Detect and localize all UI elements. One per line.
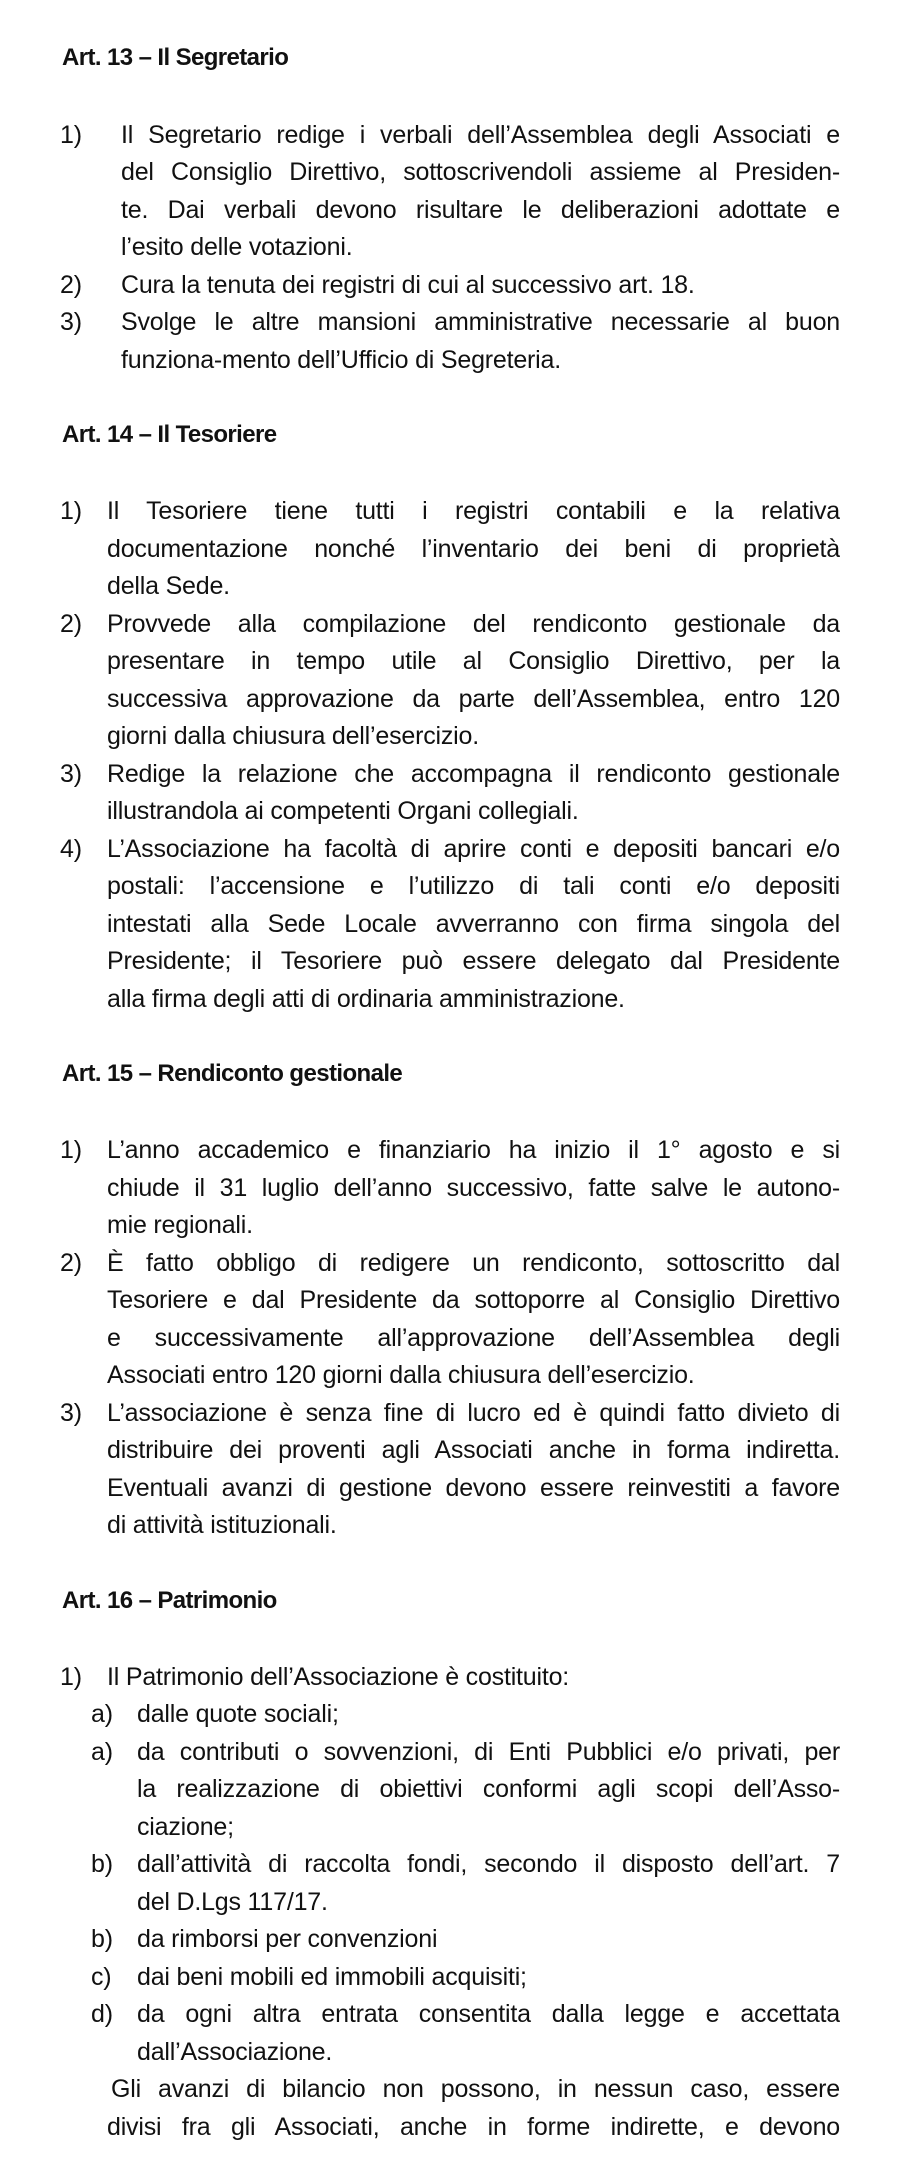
list-item-line: chiude il 31 luglio dell’anno successivo, fatte salve le autono-: [107, 1174, 840, 1202]
list-item-line: di attività istituzionali.: [107, 1511, 337, 1539]
list-marker: 4): [60, 835, 82, 863]
list-marker: 3): [60, 1399, 82, 1427]
list-item-line: Il Patrimonio dell’Associazione è costituito:: [107, 1663, 570, 1691]
list-item-line: mie regionali.: [107, 1211, 253, 1239]
closing-paragraph-line: Gli avanzi di bilancio non possono, in nessun caso, essere: [111, 2075, 840, 2103]
sublist-item-line: dall’Associazione.: [137, 2038, 333, 2066]
list-item-line: e successivamente all’approvazione dell’Assemblea degli: [107, 1324, 840, 1352]
list-item-line: funziona-mento dell’Ufficio di Segreteria.: [121, 346, 561, 374]
list-item-line: Redige la relazione che accompagna il rendiconto gestionale: [107, 760, 840, 788]
list-item-line: illustrandola ai competenti Organi collegiali.: [107, 797, 579, 825]
list-marker: 2): [60, 610, 82, 638]
list-item-line: Presidente; il Tesoriere può essere delegato dal Presidente: [107, 947, 840, 975]
sublist-item-line: dall’attività di raccolta fondi, secondo il disposto dell’art. 7: [137, 1850, 840, 1878]
list-item-line: Il Segretario redige i verbali dell’Assemblea degli Associati e: [121, 121, 840, 149]
article-title: Art. 14 – Il Tesoriere: [62, 421, 277, 448]
sublist-marker: c): [91, 1963, 112, 1991]
list-item-line: giorni dalla chiusura dell’esercizio.: [107, 722, 479, 750]
list-marker: 3): [60, 308, 82, 336]
list-item-line: Associati entro 120 giorni dalla chiusura dell’esercizio.: [107, 1361, 695, 1389]
sublist-item-line: da contributi o sovvenzioni, di Enti Pubblici e/o privati, per: [137, 1738, 840, 1766]
list-marker: 1): [60, 497, 82, 525]
list-item-line: Provvede alla compilazione del rendiconto gestionale da: [107, 610, 840, 638]
list-item-line: te. Dai verbali devono risultare le deliberazioni adottate e: [121, 196, 840, 224]
list-marker: 1): [60, 1663, 82, 1691]
list-item-line: l’esito delle votazioni.: [121, 233, 353, 261]
list-item-line: È fatto obbligo di redigere un rendiconto, sottoscritto dal: [107, 1249, 840, 1277]
sublist-item-line: dai beni mobili ed immobili acquisiti;: [137, 1963, 527, 1991]
sublist-marker: d): [91, 2000, 113, 2028]
sublist-item-line: ciazione;: [137, 1813, 234, 1841]
sublist-item-line: la realizzazione di obiettivi conformi agli scopi dell’Asso-: [137, 1775, 840, 1803]
sublist-item-line: dalle quote sociali;: [137, 1700, 339, 1728]
sublist-item-line: da ogni altra entrata consentita dalla legge e accettata: [137, 2000, 840, 2028]
list-item-line: Svolge le altre mansioni amministrative necessarie al buon: [121, 308, 840, 336]
article-title: Art. 16 – Patrimonio: [62, 1587, 277, 1614]
list-marker: 1): [60, 121, 82, 149]
list-item-line: Tesoriere e dal Presidente da sottoporre al Consiglio Direttivo: [107, 1286, 840, 1314]
sublist-marker: a): [91, 1738, 113, 1766]
list-item-line: del Consiglio Direttivo, sottoscrivendoli assieme al Presiden-: [121, 158, 840, 186]
list-item-line: Eventuali avanzi di gestione devono essere reinvestiti a favore: [107, 1474, 840, 1502]
list-item-line: postali: l’accensione e l’utilizzo di tali conti e/o depositi: [107, 872, 840, 900]
article-title: Art. 15 – Rendiconto gestionale: [62, 1060, 403, 1087]
list-item-line: della Sede.: [107, 572, 230, 600]
list-item-line: L’anno accademico e finanziario ha inizio il 1° agosto e si: [107, 1136, 840, 1164]
list-item-line: Cura la tenuta dei registri di cui al successivo art. 18.: [121, 271, 695, 299]
list-item-line: intestati alla Sede Locale avverranno con firma singola del: [107, 910, 840, 938]
list-item-line: distribuire dei proventi agli Associati anche in forma indiretta.: [107, 1436, 840, 1464]
list-item-line: L’Associazione ha facoltà di aprire conti e depositi bancari e/o: [107, 835, 840, 863]
list-item-line: Il Tesoriere tiene tutti i registri contabili e la relativa: [107, 497, 840, 525]
list-item-line: alla firma degli atti di ordinaria amministrazione.: [107, 985, 625, 1013]
list-marker: 2): [60, 1249, 82, 1277]
list-marker: 3): [60, 760, 82, 788]
list-marker: 1): [60, 1136, 82, 1164]
list-item-line: successiva approvazione da parte dell’Assemblea, entro 120: [107, 685, 840, 713]
closing-paragraph-line: divisi fra gli Associati, anche in forme indirette, e devono: [107, 2113, 840, 2141]
list-item-line: documentazione nonché l’inventario dei beni di proprietà: [107, 535, 840, 563]
sublist-item-line: del D.Lgs 117/17.: [137, 1888, 328, 1916]
list-item-line: presentare in tempo utile al Consiglio Direttivo, per la: [107, 647, 840, 675]
sublist-marker: a): [91, 1700, 113, 1728]
sublist-item-line: da rimborsi per convenzioni: [137, 1925, 438, 1953]
list-item-line: L’associazione è senza fine di lucro ed è quindi fatto divieto di: [107, 1399, 840, 1427]
list-marker: 2): [60, 271, 82, 299]
sublist-marker: b): [91, 1925, 113, 1953]
sublist-marker: b): [91, 1850, 113, 1878]
article-title: Art. 13 – Il Segretario: [62, 44, 289, 71]
